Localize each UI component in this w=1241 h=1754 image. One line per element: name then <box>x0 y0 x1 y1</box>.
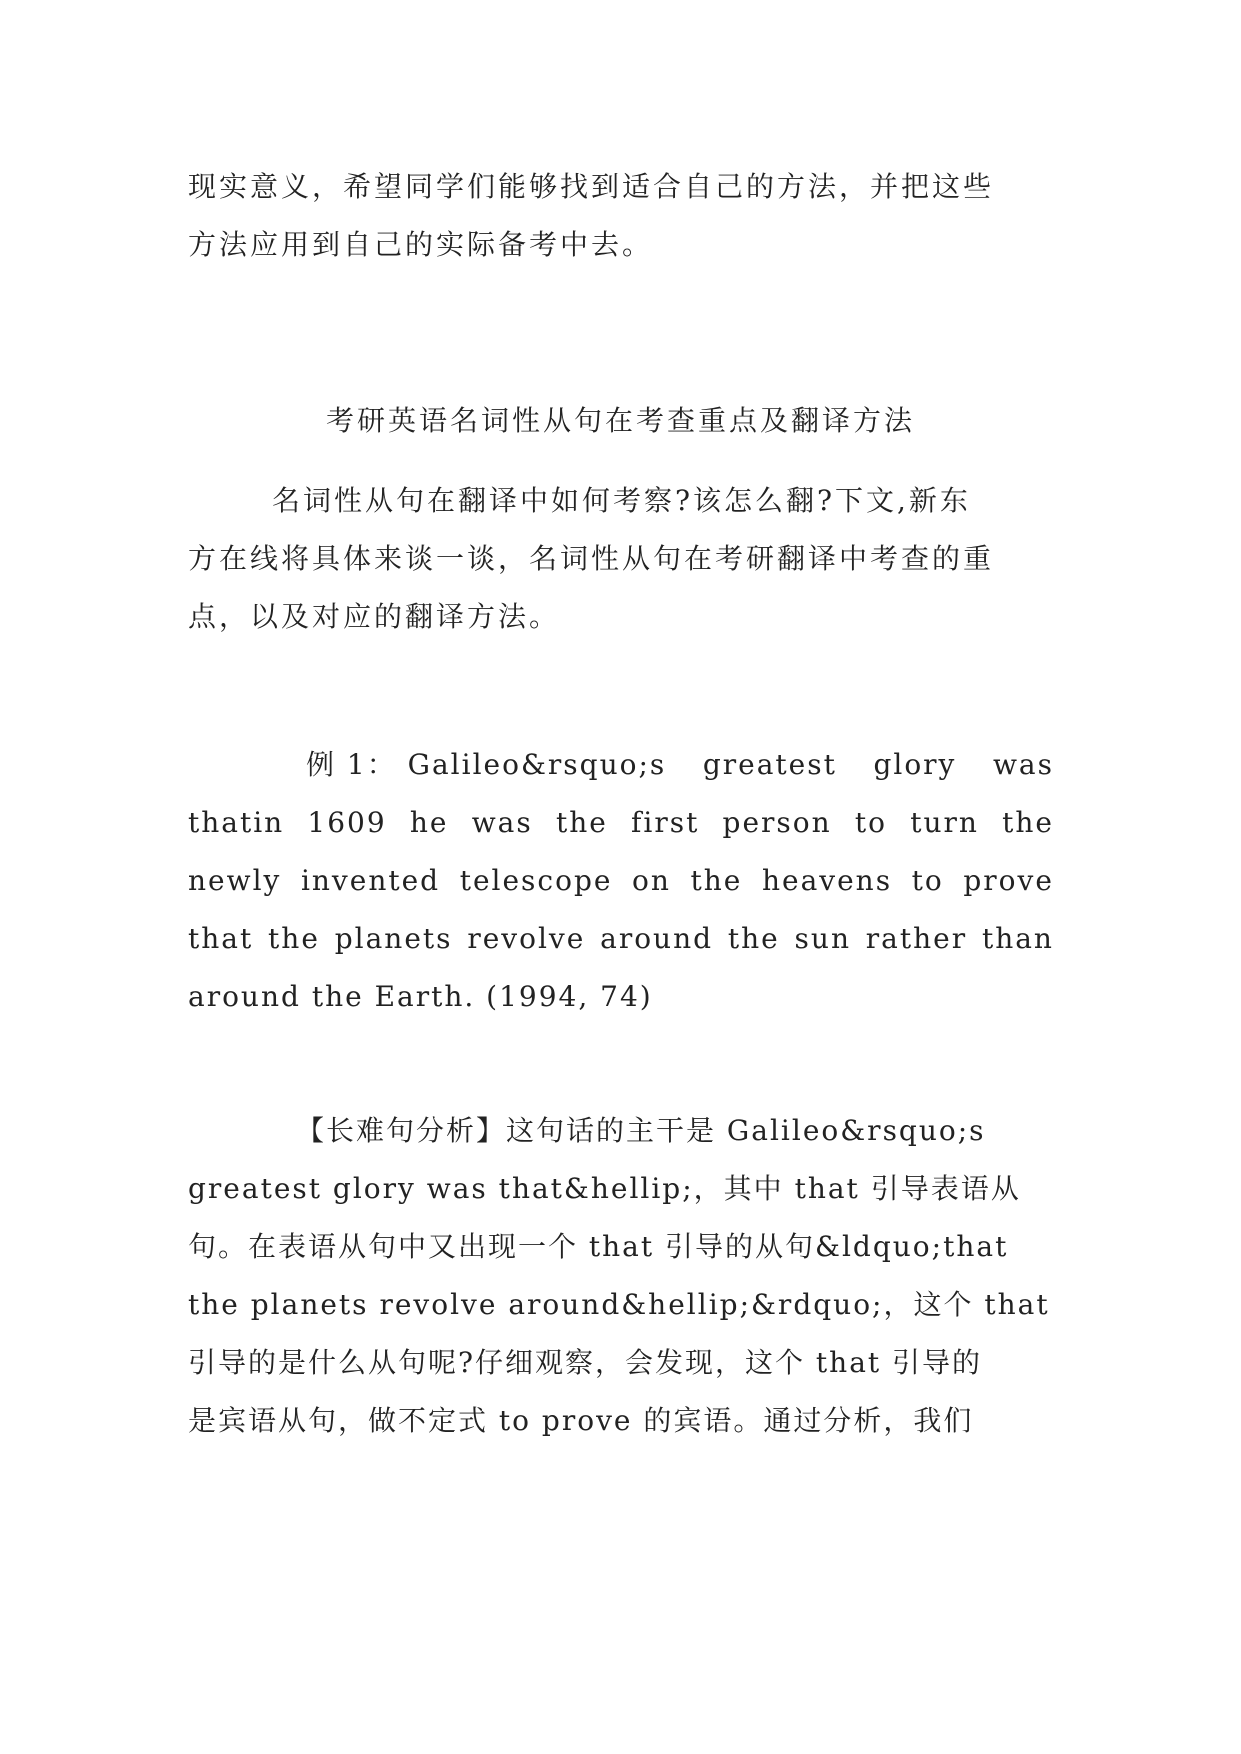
word: was <box>992 748 1054 781</box>
word: telescope <box>459 864 613 897</box>
text-line: 方在线将具体来谈一谈，名词性从句在考研翻译中考查的重 <box>188 542 995 575</box>
word: 1609 <box>307 806 387 839</box>
word: sun <box>794 922 851 955</box>
word: newly <box>188 864 282 897</box>
word: than <box>981 922 1054 955</box>
question-paragraph <box>188 472 1054 646</box>
word: was <box>471 806 533 839</box>
word: he <box>409 806 449 839</box>
word: greatest <box>702 748 837 781</box>
word: the <box>690 864 743 897</box>
word: planets <box>334 922 453 955</box>
text-line: 名词性从句在翻译中如何考察?该怎么翻?下文,新东 <box>272 484 971 517</box>
word: prove <box>963 864 1054 897</box>
word: to <box>854 806 887 839</box>
text-line: the planets revolve around&hellip;&rdquo;，这个 that <box>188 1288 1050 1321</box>
text-line: around the Earth. (1994, 74) <box>188 980 653 1013</box>
word: revolve <box>467 922 586 955</box>
text-line: 方法应用到自己的实际备考中去。 <box>188 228 654 261</box>
word: on <box>632 864 671 897</box>
word: heavens <box>761 864 893 897</box>
text-line: 是宾语从句，做不定式 to prove 的宾语。通过分析，我们 <box>188 1404 974 1437</box>
example-line-3 <box>188 852 1054 910</box>
word: that <box>188 922 254 955</box>
section-title: 考研英语名词性从句在考查重点及翻译方法 <box>325 404 915 437</box>
intro-paragraph <box>188 158 1054 274</box>
word: the <box>268 922 320 955</box>
word: person <box>722 806 832 839</box>
text-line: 现实意义，希望同学们能够找到适合自己的方法，并把这些 <box>188 170 995 203</box>
word: rather <box>865 922 968 955</box>
word: glory <box>873 748 957 781</box>
example-paragraph <box>188 736 1054 1026</box>
text-line: greatest glory was that&hellip;，其中 that 引导表语从 <box>188 1172 1021 1205</box>
word: thatin <box>188 806 285 839</box>
example-line-1 <box>188 736 1054 794</box>
word: the <box>727 922 780 955</box>
text-line: 点，以及对应的翻译方法。 <box>188 600 561 633</box>
example-line-2 <box>188 794 1054 852</box>
word: first <box>631 806 700 839</box>
example-line-4 <box>188 910 1054 968</box>
word: 例 1： Galileo&rsquo;s <box>306 748 667 781</box>
word: invented <box>300 864 441 897</box>
word: to <box>911 864 944 897</box>
word: turn <box>910 806 979 839</box>
analysis-paragraph <box>188 1102 1054 1450</box>
text-line: 句。在表语从句中又出现一个 that 引导的从句&ldquo;that <box>188 1230 1009 1263</box>
text-line: 【长难句分析】这句话的主干是 Galileo&rsquo;s <box>296 1114 986 1147</box>
word: the <box>555 806 608 839</box>
text-line: 引导的是什么从句呢?仔细观察，会发现，这个 that 引导的 <box>188 1346 983 1379</box>
word: around <box>600 922 714 955</box>
word: the <box>1002 806 1054 839</box>
